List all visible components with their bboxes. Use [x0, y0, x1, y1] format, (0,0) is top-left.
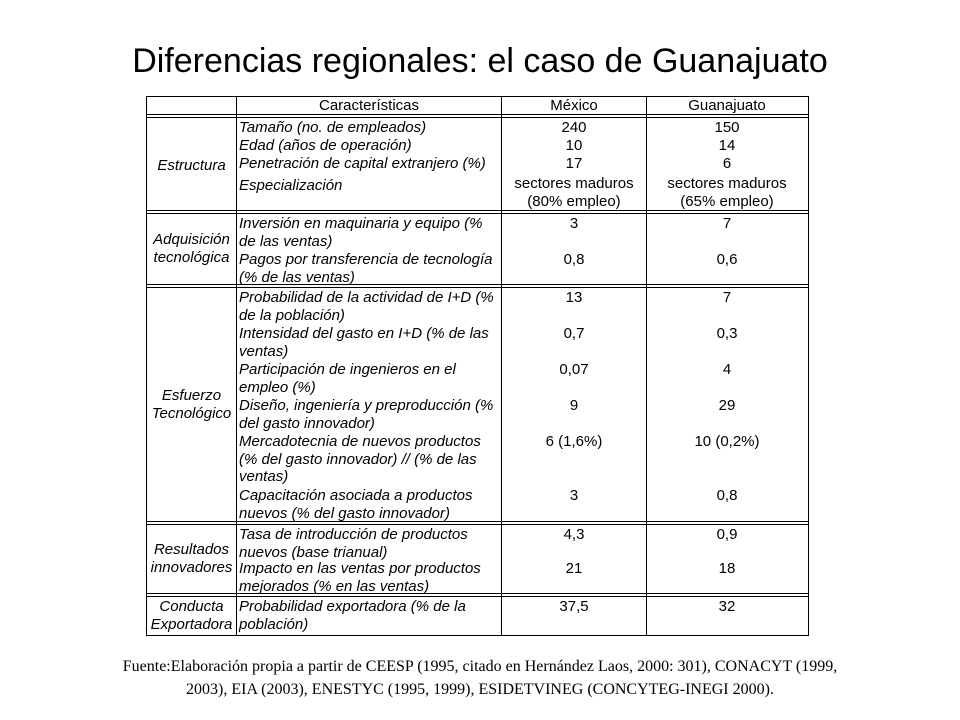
category-esfuerzo: Esfuerzo Tecnológico: [151, 387, 232, 422]
row-divider: [147, 596, 808, 597]
row-label: Intensidad del gasto en I+D (% de las ventas): [239, 325, 489, 360]
row-label: Especialización: [239, 177, 343, 194]
mexico-value: 3: [569, 487, 579, 504]
mexico-value: 10: [565, 137, 583, 154]
guanajuato-value: 6: [722, 155, 732, 172]
row-label: Capacitación asociada a productos nuevos (% del gasto innovador): [239, 487, 473, 522]
row-label: Edad (años de operación): [239, 137, 412, 154]
guanajuato-value: 0,9: [716, 526, 738, 543]
guanajuato-value: 0,3: [716, 325, 738, 342]
header-guanajuato: Guanajuato: [688, 97, 766, 114]
row-label: Tasa de introducción de productos nuevos (base trianual): [239, 526, 468, 561]
mexico-value: 3: [569, 215, 579, 232]
category-estructura: Estructura: [157, 157, 226, 174]
guanajuato-value: 14: [718, 137, 736, 154]
mexico-value: 13: [565, 289, 583, 306]
mexico-value: 0,8: [563, 251, 585, 268]
mexico-value: 240: [561, 119, 587, 136]
category-conducta: Conducta Exportadora: [150, 598, 233, 633]
comparison-table: [146, 96, 809, 636]
row-label: Pagos por transferencia de tecnología (% de las ventas): [239, 251, 493, 286]
guanajuato-value: 7: [722, 289, 732, 306]
row-divider: [147, 287, 808, 288]
row-divider: [147, 114, 808, 115]
row-label: Tamaño (no. de empleados): [239, 119, 427, 136]
category-adquisicion: Adquisición tecnológica: [153, 231, 230, 266]
slide-title: Diferencias regionales: el caso de Guanajuato: [132, 42, 828, 80]
guanajuato-value: 150: [714, 119, 740, 136]
mexico-value: sectores maduros (80% empleo): [514, 175, 634, 210]
category-resultados: Resultados innovadores: [150, 541, 233, 576]
source-line: 2003), EIA (2003), ENESTYC (1995, 1999), ESIDETVINEG (CONCYTEG-INEGI 2000).: [186, 681, 774, 698]
row-label: Participación de ingenieros en el empleo (%): [239, 361, 456, 396]
guanajuato-value: 18: [718, 560, 736, 577]
source-line: Fuente:Elaboración propia a partir de CEESP (1995, citado en Hernández Laos, 2000: 301), CONACYT (1999,: [122, 658, 838, 675]
guanajuato-value: 0,6: [716, 251, 738, 268]
row-label: Probabilidad exportadora (% de la población): [239, 598, 466, 633]
guanajuato-value: 4: [722, 361, 732, 378]
guanajuato-value: 0,8: [716, 487, 738, 504]
mexico-value: 17: [565, 155, 583, 172]
row-label: Inversión en maquinaria y equipo (% de las ventas): [239, 215, 483, 250]
row-label: Probabilidad de la actividad de I+D (% de la población): [239, 289, 494, 324]
mexico-value: 37,5: [559, 598, 589, 615]
mexico-value: 0,07: [559, 361, 589, 378]
mexico-value: 9: [569, 397, 579, 414]
row-divider: [147, 213, 808, 214]
row-label: Diseño, ingeniería y preproducción (% del gasto innovador): [239, 397, 494, 432]
guanajuato-value: sectores maduros (65% empleo): [667, 175, 787, 210]
mexico-value: 21: [565, 560, 583, 577]
guanajuato-value: 7: [722, 215, 732, 232]
mexico-value: 6 (1,6%): [545, 433, 603, 450]
row-label: Mercadotecnia de nuevos productos (% del gasto innovador) // (% de las ventas): [239, 433, 481, 486]
row-divider: [147, 524, 808, 525]
mexico-value: 4,3: [563, 526, 585, 543]
source-note: [0, 655, 960, 701]
row-label: Penetración de capital extranjero (%): [239, 155, 486, 172]
guanajuato-value: 10 (0,2%): [694, 433, 760, 450]
mexico-value: 0,7: [563, 325, 585, 342]
row-label: Impacto en las ventas por productos mejorados (% en las ventas): [239, 560, 481, 595]
guanajuato-value: 32: [718, 598, 736, 615]
row-divider: [147, 117, 808, 118]
header-mexico: México: [550, 97, 598, 114]
header-characteristics: Características: [318, 97, 420, 114]
guanajuato-value: 29: [718, 397, 736, 414]
